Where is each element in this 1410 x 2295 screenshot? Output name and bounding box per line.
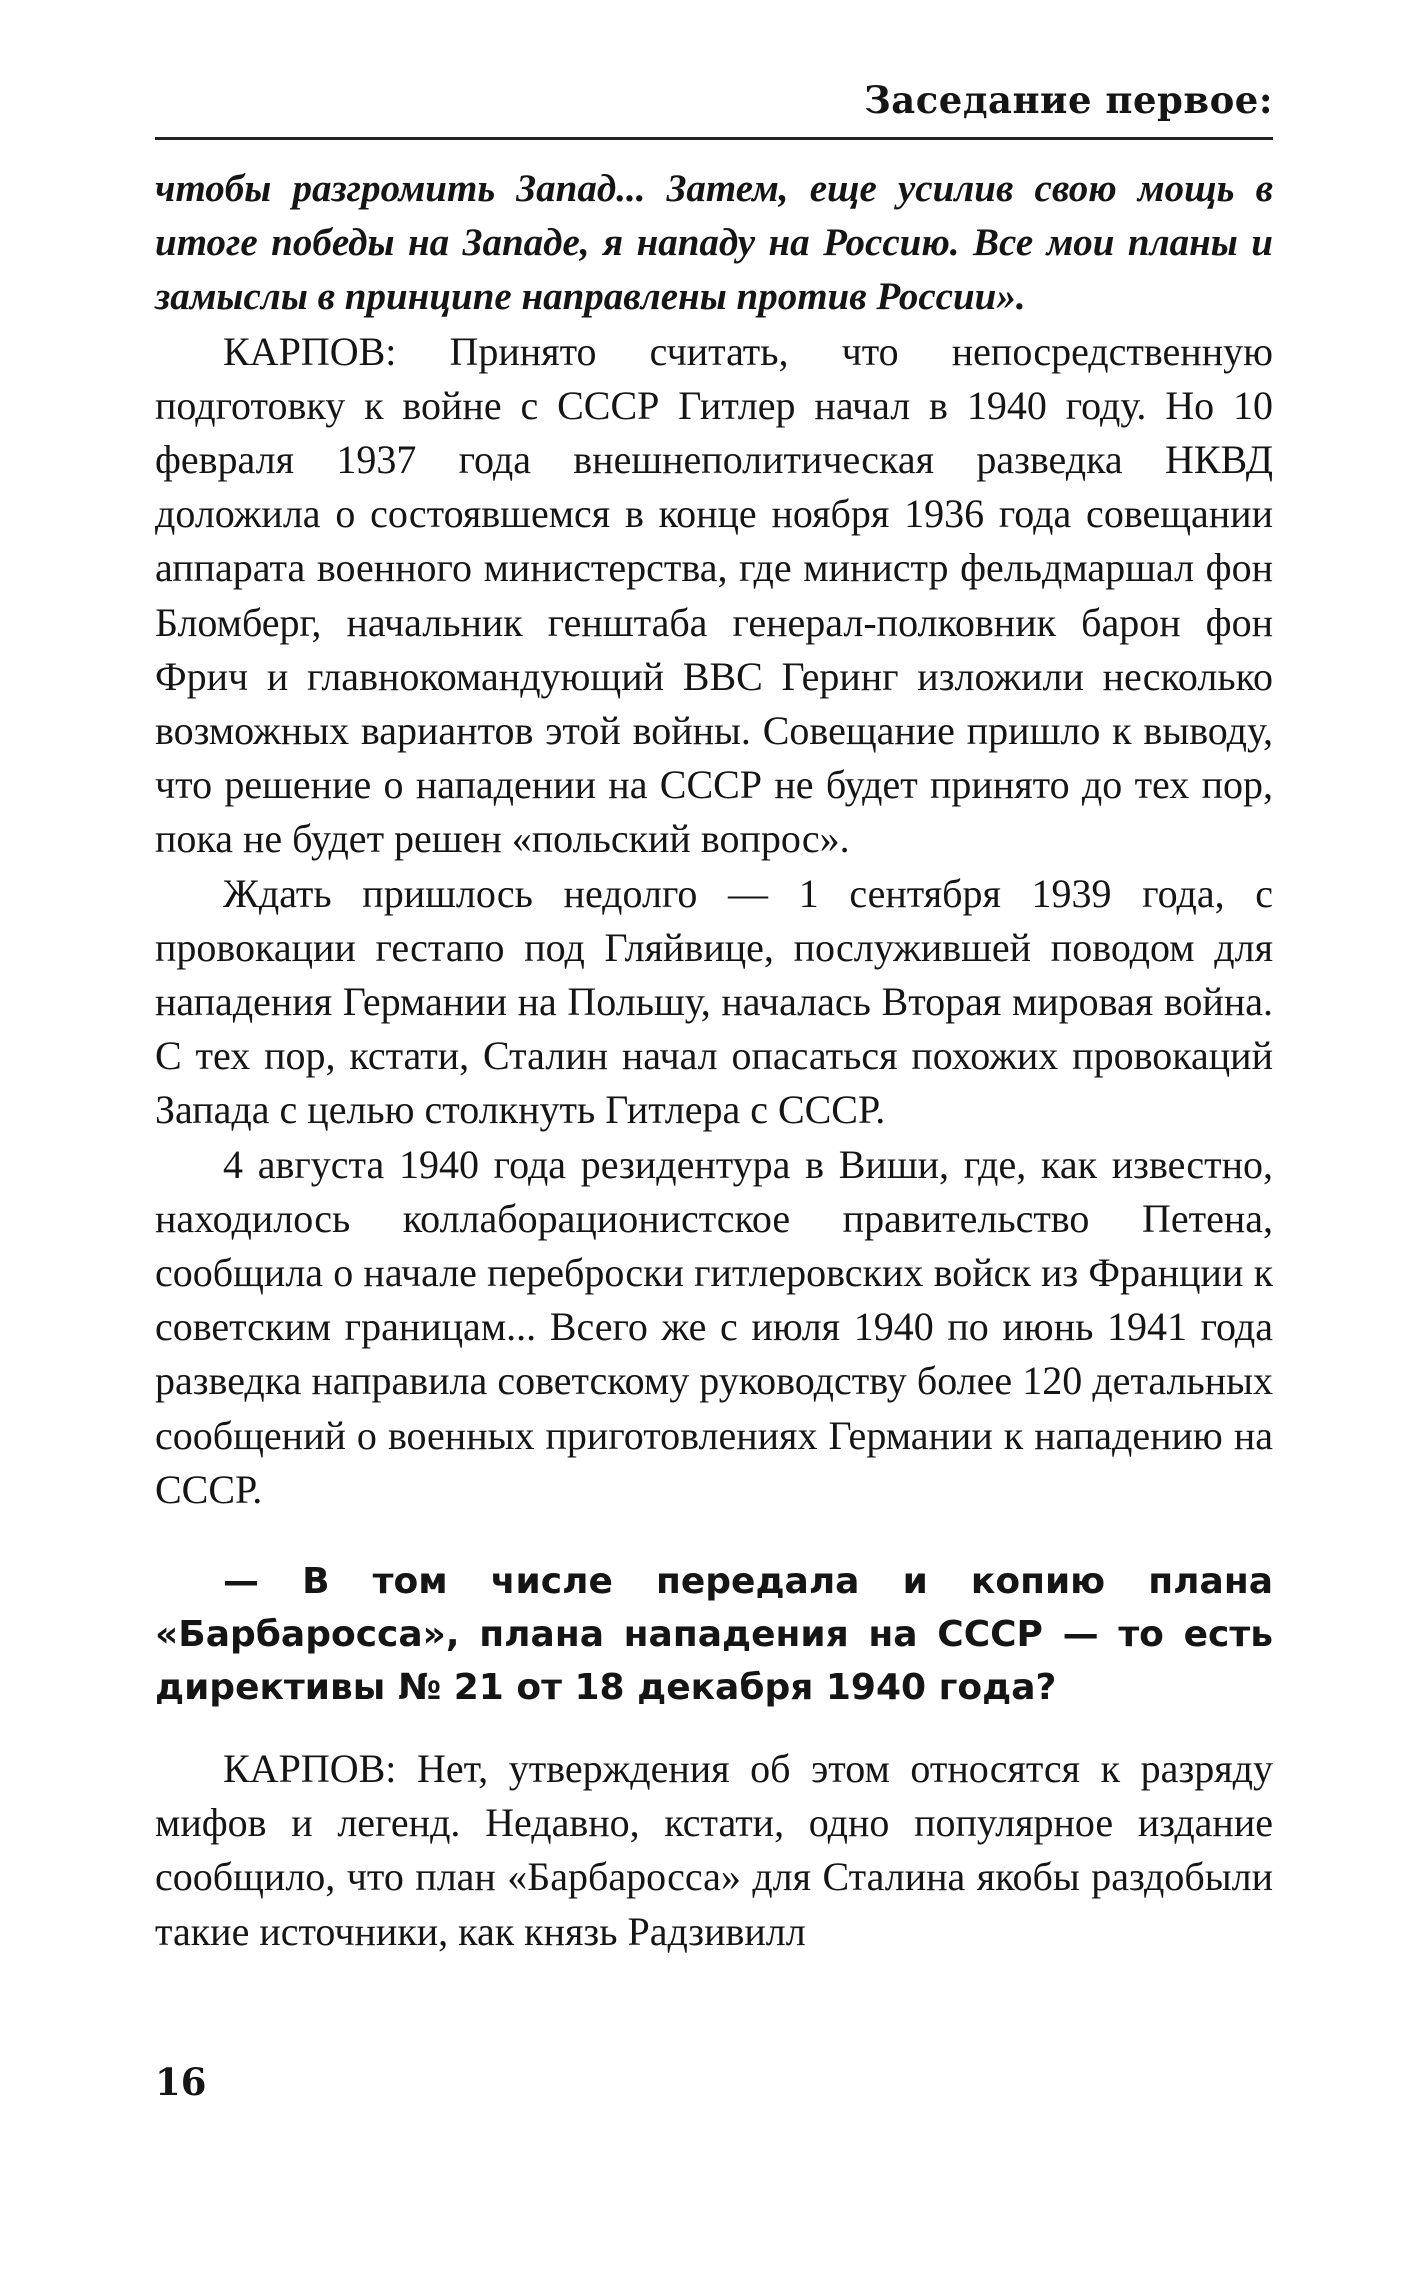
body-text bbox=[155, 162, 1273, 1959]
paragraph-karpov-1: КАРПОВ: Принято считать, что непосредственную подготовку к войне с СССР Гитлер начал в 1940 году. Но 10 февраля 1937 года внешнеполитическая разведка НКВД доложила о состоявшемся в конце ноября 1936 года совещании аппарата военного министерства, где министр фельдмаршал фон Бломберг, начальник генштаба генерал-полковник барон фон Фрич и главнокомандующий ВВС Геринг изложили несколько возможных вариантов этой войны. Совещание пришло к выводу, что решение о нападении на СССР не будет принято до тех пор, пока не будет решен «польский вопрос». bbox=[155, 328, 1273, 862]
paragraph-1940-vichy: 4 августа 1940 года резидентура в Виши, где, как известно, находилось коллаборационистское правительство Петена, сообщила о начале переброски гитлеровских войск из Франции к советским границам... Всего же с июля 1940 по июнь 1941 года разведка направила советскому руководству более 120 детальных сообщений о военных приготовлениях Германии к нападению на СССР. bbox=[155, 1141, 1273, 1512]
page-number: 16 bbox=[155, 2060, 207, 2104]
paragraph-1939: Ждать пришлось недолго — 1 сентября 1939 года, с провокации гестапо под Гляйвице, послужившей поводом для нападения Германии на Польшу, началась Вторая мировая война. С тех пор, кстати, Сталин начал опасаться похожих провокаций Запада с целью столкнуть Гитлера с СССР. bbox=[155, 870, 1273, 1133]
header-rule bbox=[155, 137, 1273, 140]
paragraph-karpov-2: КАРПОВ: Нет, утверждения об этом относятся к разряду мифов и легенд. Недавно, кстати, одно популярное издание сообщило, что план «Барбаросса» для Сталина якобы раздобыли такие источники, как князь Радзивилл bbox=[155, 1746, 1273, 1954]
paragraph-quote-ending: чтобы разгромить Запад... Затем, еще усилив свою мощь в итоге победы на Западе, я нападу на Россию. Все мои планы и замыслы в принципе направлены против России». bbox=[155, 167, 1273, 319]
running-head: Заседание первое: bbox=[864, 78, 1273, 122]
interviewer-question: — В том числе передала и копию плана «Барбаросса», плана нападения на СССР — то есть директивы № 21 от 18 декабря 1940 года? bbox=[155, 1561, 1273, 1709]
